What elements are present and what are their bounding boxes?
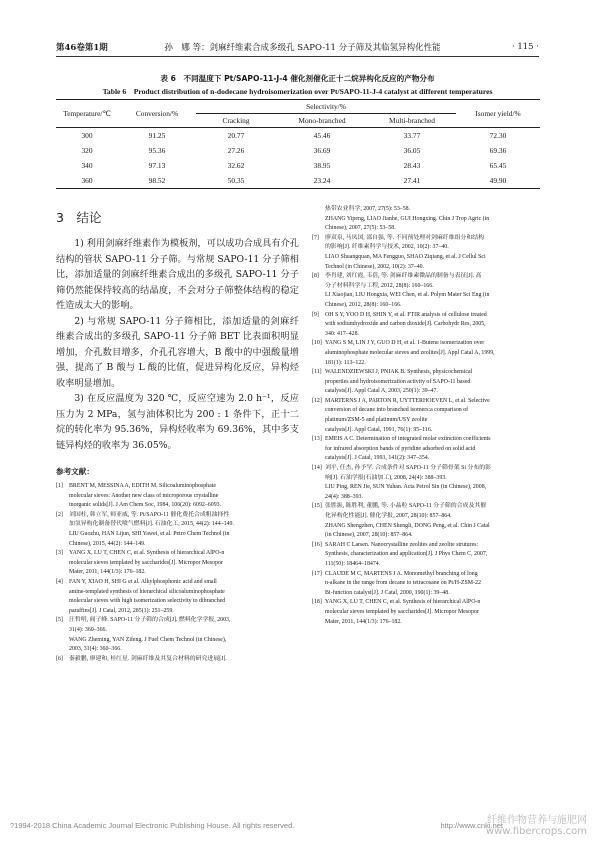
reference-item bbox=[312, 339, 542, 368]
article-running-title: 孙 娜 等：剑麻纤维素合成多级孔 SAPO-11 分子筛及其临氢异构化性能 bbox=[164, 43, 441, 53]
reference-line: ZHANG Yipeng, LIAO Jianhe, GUI Hongxing. Chin J Trop Agric (in bbox=[325, 215, 490, 222]
page-number: · 115 · bbox=[511, 42, 539, 52]
reference-line: ZHANG Shengzhen, CHEN Shengli, DONG Peng, et al. Chin J Catal bbox=[325, 522, 490, 529]
reference-item bbox=[56, 578, 299, 616]
reference-text bbox=[69, 549, 299, 578]
reference-number: [17] bbox=[312, 570, 322, 577]
reference-line: amine-templated synthesis of hierarchical silicoaluminophosphate bbox=[69, 588, 225, 595]
right-column bbox=[312, 205, 542, 627]
reference-line: 111(50): 18464–18474. bbox=[325, 560, 381, 567]
reference-line: aluminophosphate molecular sieves and zeolites[J]. Appl Catal A, 1999, bbox=[325, 349, 495, 356]
table-cell: 20.77 bbox=[227, 131, 245, 140]
reference-line: 张胜振, 陈胜利, 董鹏, 等. 小晶粒 SAPO-11 分子筛的合成及其催 bbox=[325, 503, 487, 510]
reference-line: 181(1): 113–122. bbox=[325, 359, 366, 366]
conclusion-paragraph-2: 2) 与常规 SAPO-11 分子筛相比，添加适量的剑麻纤维素合成出的多级孔 SAPO-11 分子筛 BET 比表面积明显增加，介孔数目增多，介孔孔容增大，B 酸中的中强酸量增强，提高了 B 酸与 L 酸的比值，促进异构化反应，异构烃收率明显增加。 bbox=[56, 315, 299, 389]
table-cell: 300 bbox=[81, 131, 93, 140]
reference-item bbox=[56, 482, 299, 511]
reference-list-left bbox=[56, 482, 299, 664]
reference-line: YANG S M, LIN J Y, GUO D H, et al. 1-Butene isomerization over bbox=[325, 340, 485, 347]
reference-number: [5] bbox=[56, 617, 63, 624]
table-cell: 32.62 bbox=[227, 161, 245, 170]
reference-line: inorganic solids[J]. J Am Chem Soc, 1984, 106(20): 6092–6093. bbox=[69, 502, 222, 509]
reference-item bbox=[56, 616, 299, 654]
reference-text bbox=[69, 655, 299, 665]
header-rule bbox=[56, 56, 539, 57]
reference-line: Technol (in Chinese), 2002, 10(2): 37–40. bbox=[325, 263, 425, 270]
watermark bbox=[486, 815, 587, 837]
reference-line: molecular sieves with high isomerization selectivity to dibranched bbox=[69, 598, 226, 605]
reference-line: 2003, 31(4): 360–366. bbox=[69, 646, 122, 653]
table-caption-cn: 表 6 不同温度下 Pt/SAPO-11-J-4 催化剂催化正十二烷异构化反应的产物分布 bbox=[160, 74, 435, 83]
table-row bbox=[56, 158, 540, 173]
reference-item bbox=[312, 311, 542, 340]
reference-number: [13] bbox=[312, 436, 322, 443]
table-cell: 72.30 bbox=[489, 131, 507, 140]
reference-line: 响[J]. 石油学报(石油加工), 2008, 24(4): 388–393. bbox=[325, 474, 447, 481]
table-row bbox=[56, 128, 540, 144]
reference-line: 汪哲明, 阎子峰. SAPO-11 分子筛的合成[J]. 燃料化学学报, 2003, bbox=[69, 617, 231, 624]
reference-item bbox=[56, 511, 299, 549]
reference-line: WALENDZIEWSKI J, PNIAK B. Synthesis, physicochemical bbox=[325, 369, 473, 376]
header-temperature: Temperature/℃ bbox=[63, 109, 111, 118]
reference-number: [2] bbox=[56, 511, 63, 518]
reference-line: Synthesis, characterization and application[J]. J Phys Chem C, 2007, bbox=[325, 551, 488, 558]
table-cell: 98.52 bbox=[148, 176, 166, 185]
reference-number: [12] bbox=[312, 397, 322, 404]
reference-line: paraffins[J]. J Catal, 2012, 285(1): 251–259. bbox=[69, 607, 174, 614]
table-body bbox=[56, 128, 540, 189]
reference-item bbox=[312, 435, 542, 464]
header-multi-branched: Multi-branched bbox=[389, 116, 435, 125]
table-cell: 45.46 bbox=[313, 131, 331, 140]
reference-line: 刘国柱, 韩立军, 师亚威, 等. Pt/SAPO-11 催化费托合成粗油择性 bbox=[69, 511, 230, 518]
reference-number: [10] bbox=[312, 340, 322, 347]
reference-item bbox=[312, 272, 542, 310]
reference-line: MARTERNS J A, PARTON R, UYTTERHOEVEN L, et al. Selective bbox=[325, 397, 490, 404]
reference-item bbox=[312, 502, 542, 540]
reference-number: [18] bbox=[312, 599, 322, 606]
reference-text bbox=[325, 272, 542, 310]
reference-item bbox=[312, 234, 542, 272]
reference-line: LI Xiaojian, LIU Hongxia, WEI Chen, et al. Polym Mater Sci Eng (in bbox=[325, 292, 490, 299]
reference-line: (in Chinese), 2007, 28(10): 857–864. bbox=[325, 532, 413, 539]
reference-line: Mater, 2011, 144(1/3): 176–182. bbox=[325, 618, 402, 625]
reference-line: YANG X, LU T, CHEN C, et al. Synthesis of hierarchical AlPO-n bbox=[69, 550, 225, 557]
reference-line: catalysts[J]. J Catal, 1993, 141(2): 347–354. bbox=[325, 455, 430, 462]
reference-line: 340: 417–428. bbox=[325, 330, 360, 337]
reference-number: [1] bbox=[56, 483, 63, 489]
reference-text bbox=[325, 570, 542, 599]
table-cell: 97.13 bbox=[148, 161, 166, 170]
conclusion-paragraph-1: 1) 利用剑麻纤维素作为模板剂，可以成功合成具有介孔结构的管状 SAPO-11 分子筛。与常规 SAPO-11 分子筛相比，添加适量的剑麻纤维素合成出的多级孔 SAPO-11 分子筛仍然能保持较高的结晶度，不会对分子筛整体结构的稳定性造成太大的影响。 bbox=[56, 238, 299, 311]
reference-line: for infrared absorption bands of pyridine adsorbed on solid acid bbox=[325, 445, 476, 452]
reference-line: catalysts[J]. Appl Catal A, 2003, 250(1): 39–47. bbox=[325, 388, 438, 395]
reference-number: [16] bbox=[312, 541, 322, 548]
watermark-url: www.fibercrops.com bbox=[485, 826, 587, 837]
running-head bbox=[56, 40, 539, 54]
table-row bbox=[56, 143, 540, 158]
reference-line: Chinese), 2015, 44(2): 144–149. bbox=[69, 540, 146, 547]
table-cell: 50.35 bbox=[227, 176, 245, 185]
reference-line: Chinese), 2012, 28(8): 160–166. bbox=[325, 301, 402, 308]
table-cell: 23.24 bbox=[313, 176, 331, 185]
reference-text bbox=[325, 368, 542, 397]
reference-text bbox=[325, 435, 542, 464]
header-selectivity: Selectivity/% bbox=[196, 100, 456, 114]
conclusion-paragraph-3: 3) 在反应温度为 320 ℃，反应空速为 2.0 h⁻¹，反应压力为 2 MPa，氢与油体积比为 200 : 1 条件下，正十二烷的转化率为 95.36%，异构烃收率为 69.36%，其中多支链异构烃的收率为 36.05%。 bbox=[56, 393, 299, 451]
table-cell: 36.05 bbox=[403, 146, 421, 155]
reference-text bbox=[69, 511, 299, 549]
watermark-cn: 纤维作物营养与施肥网 bbox=[487, 815, 587, 826]
reference-number: [4] bbox=[56, 578, 63, 585]
reference-line: 分子材料科学与工程, 2012, 28(8): 160–166. bbox=[325, 282, 434, 289]
reference-number: [15] bbox=[312, 503, 322, 510]
reference-line: OH S Y, YOO D H, SHIN Y, et al. FTIR analysis of cellulose treated bbox=[325, 311, 487, 318]
reference-line: with sodiumhydroxide and carbon dioxide[J]. Carbohydr Res, 2005, bbox=[325, 321, 486, 328]
reference-number: [6] bbox=[56, 655, 63, 662]
header-isomer-yield: Isomer yield/% bbox=[475, 109, 521, 118]
table-cell: 28.43 bbox=[403, 161, 421, 170]
reference-text bbox=[325, 541, 542, 570]
reference-line: LIU Ping, REN Jie, SUN Yuhan. Acta Petrol Sin (in Chinese), 2008, bbox=[325, 484, 487, 491]
reference-text bbox=[69, 616, 299, 654]
reference-line: BRENT M, MESSINA A, EDITH M. Silicoaluminophosphate bbox=[69, 483, 216, 489]
reference-text bbox=[325, 311, 542, 340]
reference-text bbox=[325, 339, 542, 368]
reference-number: [7] bbox=[312, 234, 319, 241]
reference-item bbox=[312, 570, 542, 599]
table-cell: 91.25 bbox=[148, 131, 166, 140]
reference-item bbox=[312, 397, 542, 435]
journal-volume: 第46卷第1期 bbox=[56, 43, 108, 53]
reference-line: properties and hydroisomerization activity of SAPO-11 based bbox=[325, 378, 471, 385]
table-cell: 360 bbox=[81, 176, 93, 185]
reference-text bbox=[325, 464, 542, 502]
reference-number: [14] bbox=[312, 465, 322, 472]
reference-list-right bbox=[312, 234, 542, 627]
reference-text bbox=[325, 598, 542, 627]
reference-line: 李肖建, 刘红霞, 韦蓓, 等. 剑麻纤维素微晶的制备与表征[J]. 高 bbox=[325, 273, 482, 280]
reference-line: 31(4): 360–366. bbox=[69, 626, 107, 633]
reference-number: [8] bbox=[312, 273, 319, 280]
reference-line: molecular sieves templated by saccharides[J]. Micropor Mesopor bbox=[325, 608, 479, 615]
reference-number: [3] bbox=[56, 550, 63, 557]
header-mono-branched: Mono-branched bbox=[298, 116, 346, 125]
reference-line: LIU Guozhu, HAN Lijun, SHI Yawei, et al. Petro Chem Technol (in bbox=[69, 530, 230, 537]
reference-text bbox=[325, 234, 542, 272]
reference-item bbox=[312, 541, 542, 570]
reference-item bbox=[312, 598, 542, 627]
reference-number: [9] bbox=[312, 311, 319, 318]
reference-continuation bbox=[312, 205, 542, 234]
table-cell: 65.45 bbox=[489, 161, 507, 170]
copyright-notice: ?1994-2018 China Academic Journal Electronic Publishing House. All rights reserved. bbox=[10, 821, 295, 830]
reference-line: Chinese), 2007, 27(5): 53–58. bbox=[325, 225, 396, 232]
table-row bbox=[56, 173, 540, 189]
reference-line: YANG X, LU T, CHEN C, et al. Synthesis of hierarchical AlPO-n bbox=[325, 599, 481, 606]
table-cell: 320 bbox=[81, 146, 93, 155]
reference-line: 热带农业科学, 2007, 27(5): 53–58. bbox=[325, 206, 411, 212]
product-distribution-table bbox=[56, 99, 540, 189]
header-conversion: Conversion/% bbox=[135, 109, 179, 118]
table-cell: 49.90 bbox=[489, 176, 507, 185]
header-cracking: Cracking bbox=[222, 116, 250, 125]
reference-line: molecular sieves: Another new class of microporous crystalline bbox=[69, 492, 219, 499]
reference-item bbox=[56, 655, 299, 665]
reference-item bbox=[56, 549, 299, 578]
reference-text bbox=[325, 397, 542, 435]
table-cell: 340 bbox=[81, 161, 93, 170]
reference-line: Bi-function catalyst[J]. J Catal, 2000, 190(1): 39–48. bbox=[325, 589, 450, 596]
reference-line: 的影响[J]. 纤维素科学与技术, 2002, 10(2): 37–40. bbox=[325, 244, 449, 251]
table-cell: 27.41 bbox=[403, 176, 421, 185]
reference-line: 24(4): 388–393. bbox=[325, 493, 363, 500]
cnki-link[interactable]: http://www.cnki.net bbox=[440, 821, 503, 830]
section-title-conclusion: 3 结论 bbox=[56, 210, 102, 225]
reference-line: conversion of decane into branched isomers:a comparison of bbox=[325, 407, 469, 414]
reference-line: 秦毅鹏, 廖建和, 桂红星. 剑麻纤维及其复合材料的研究进展[J]. bbox=[69, 655, 227, 662]
table-cell: 27.26 bbox=[227, 146, 245, 155]
reference-line: 廖双泉, 马凤国, 邵自强, 等. 不同预处理对剑麻纤维组分和结构 bbox=[325, 234, 485, 241]
reference-line: 加氢异构化制备替代喷气燃料[J]. 石油化工, 2015, 44(2): 144–149. bbox=[69, 521, 234, 528]
reference-line: platinum/ZSM-5 and platinum/USY zeolite bbox=[325, 417, 428, 424]
reference-line: molecular sieves templated by saccharides[J]. Micropor Mesopor bbox=[69, 559, 223, 566]
table-caption-en: Table 6 Product distribution of n-dodecane hydroisomerization over Pt/SAPO-11-J-4 catalyst at different temperatures bbox=[102, 87, 493, 96]
reference-line: 化异构化性能[J]. 催化学报, 2007, 28(10): 857–864. bbox=[325, 513, 452, 519]
reference-line: EMEIS A C. Determination of integrated molar extinction coefficients bbox=[325, 436, 491, 443]
reference-item bbox=[312, 464, 542, 502]
reference-number: [11] bbox=[312, 369, 322, 376]
table-cell: 38.95 bbox=[313, 161, 331, 170]
left-column bbox=[56, 205, 299, 664]
reference-line: 刘平, 任杰, 孙予罕. 合成条件对 SAPO-11 分子筛骨架 Si 分布的影 bbox=[325, 465, 492, 472]
reference-line: LIAO Shuangquan, MA Fengguo, SHAO Ziqiang, et al. J Cellul Sci bbox=[325, 253, 486, 260]
reference-line: n-alkane in the range from decane to tetracosane on Pt/H-ZSM-22 bbox=[325, 580, 481, 587]
reference-line: FAN Y, XIAO H, SHI G et al. Alkylphosphonic acid and small bbox=[69, 578, 217, 585]
reference-text bbox=[69, 482, 299, 511]
reference-text bbox=[325, 502, 542, 540]
reference-item bbox=[312, 368, 542, 397]
reference-line: CLAUDE M C, MARTENS J A. Monomethyl branching of long bbox=[325, 570, 478, 577]
table-cell: 69.36 bbox=[489, 146, 507, 155]
reference-line: catalysts[J]. Appl Catal, 1991, 76(1): 95–116. bbox=[325, 426, 433, 433]
reference-line: Mater, 2011, 144(1/3): 176–182. bbox=[69, 569, 146, 576]
table-cell: 36.69 bbox=[313, 146, 331, 155]
reference-line: WANG Zheming, YAN Zifeng. J Fuel Chem Technol (in Chinese), bbox=[69, 636, 227, 643]
reference-text bbox=[69, 578, 299, 616]
references-title: 参考文献： bbox=[56, 467, 94, 476]
table-cell: 33.77 bbox=[403, 131, 421, 140]
table-cell: 95.36 bbox=[148, 146, 166, 155]
reference-line: SARAH C Larsen. Nanocrystalline zeolites and zeolite strutures: bbox=[325, 541, 479, 548]
